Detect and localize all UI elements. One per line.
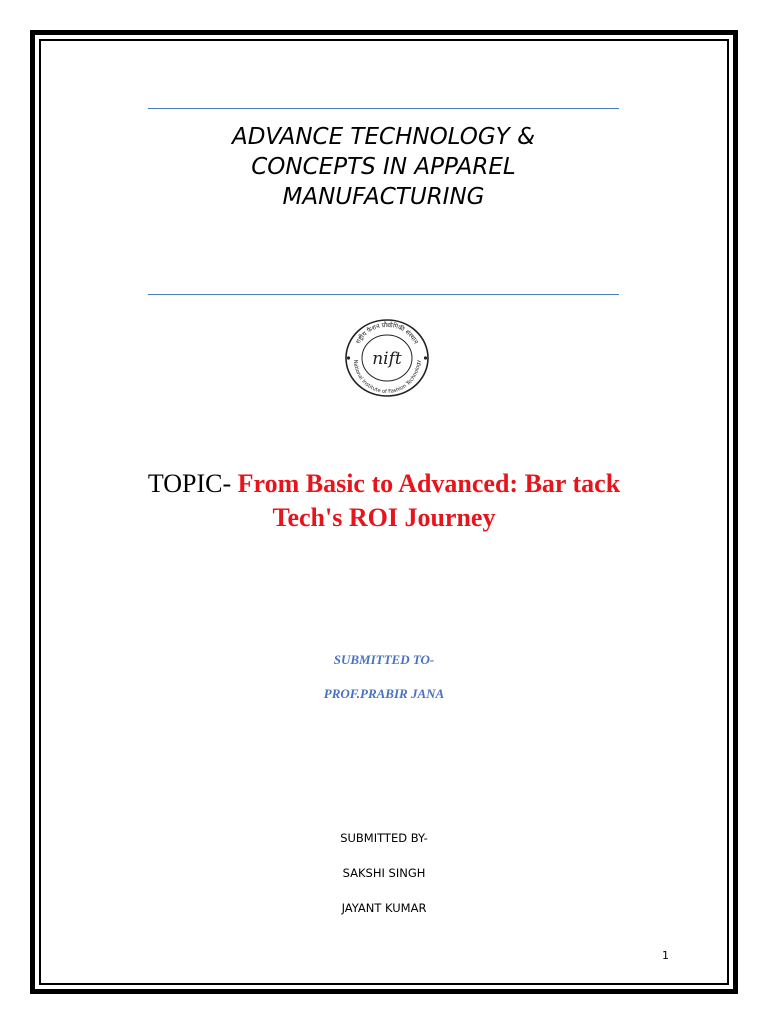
document-title-line-1: ADVANCE TECHNOLOGY & — [231, 124, 536, 150]
submitted-by-label: SUBMITTED BY- — [340, 831, 428, 845]
document-title-line-2: CONCEPTS IN APPAREL — [251, 154, 516, 180]
topic-title-line-2: Tech's ROI Journey — [272, 503, 496, 532]
submitted-to-name: PROF.PRABIR JANA — [323, 686, 445, 701]
student-name-1: SAKSHI SINGH — [342, 866, 426, 880]
document-title — [148, 122, 619, 212]
logo-ring-text-bottom: National Institute of Fashion Technology — [351, 359, 423, 396]
document-title-line-3: MANUFACTURING — [282, 184, 485, 210]
title-rule-top — [148, 108, 619, 109]
topic-title-line-1: From Basic to Advanced: Bar tack — [237, 469, 621, 498]
nift-seal-logo-icon — [344, 318, 430, 398]
logo-nift-wordmark: nift — [372, 349, 402, 369]
topic-heading — [60, 467, 708, 535]
title-rule-bottom — [148, 294, 619, 295]
student-name-2: JAYANT KUMAR — [341, 901, 427, 915]
topic-label: TOPIC- — [147, 469, 232, 498]
logo-ring-text-top: राष्ट्रीय फैशन प्रौद्योगिकी संस्थान — [354, 321, 420, 346]
submitted-to-label: SUBMITTED TO- — [333, 652, 435, 667]
page-number: 1 — [662, 949, 669, 962]
